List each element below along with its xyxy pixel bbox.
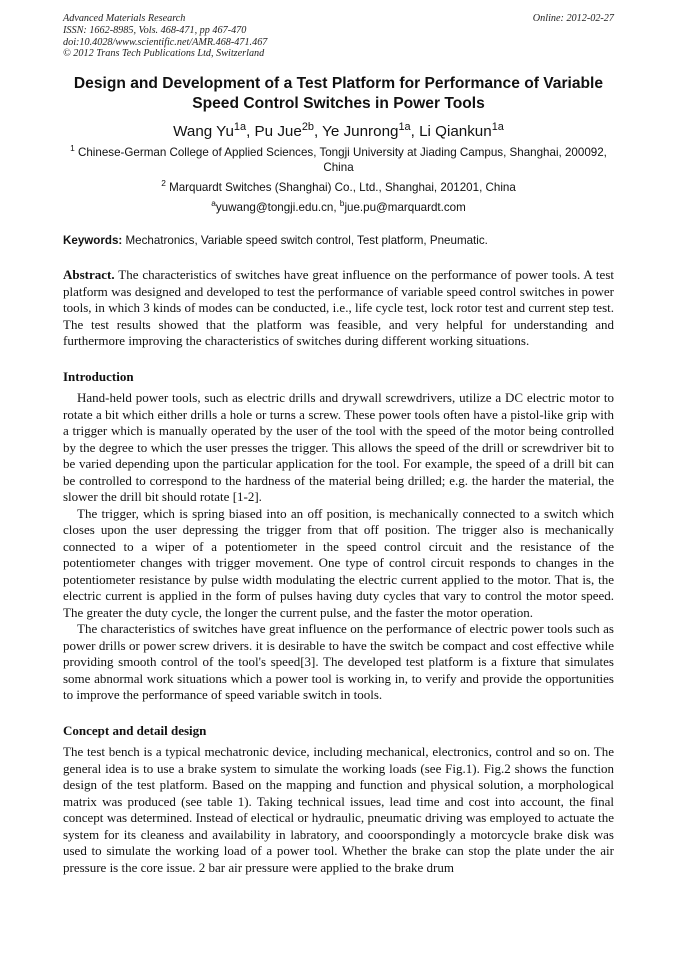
author-name: Wang Yu [173,123,234,141]
author-name: Ye Junrong [322,123,399,141]
section-heading-concept: Concept and detail design [63,722,207,738]
paragraph: The trigger, which is spring biased into an off position, is mechanically connected to a switch which closes upon the user depressing the trigger from that off position. The trigger also is mechanically connected to a wiper of a potentiometer in the speed control circuit and the resistance of the potentiometer changes with trigger movement. One type of control circuit responds to changes in the potentiometer resistance by pulse width modulating the electric current applied to the motor. That is, the electric current is applied in the form of pulses having duty cycles that vary to control the motor speed. The greater the duty cycle, the longer the current pulse, and the faster the motor operation. [63,505,614,620]
abstract [63,267,614,350]
author [419,123,504,140]
keywords [63,233,614,248]
email-sup: a [211,198,216,209]
author [322,123,410,140]
paper-page [63,13,614,876]
author [255,123,314,140]
author-sup: 1a [491,121,504,134]
email-link[interactable]: yuwang@tongji.edu.cn, [215,201,340,215]
issn-line: ISSN: 1662-8985, Vols. 468-471, pp 467-470 [63,24,247,36]
keywords-text: Mechatronics, Variable speed switch control, Test platform, Pneumatic. [122,234,488,248]
doi-line: doi:10.4028/www.scientific.net/AMR.468-471.467 [63,36,268,48]
author-name: Pu Jue [254,123,302,141]
author-list [63,123,614,141]
affiliation-sup: 1 [70,143,75,154]
journal-header [63,13,614,60]
author-separator: , [314,123,323,141]
email-sup: b [339,198,345,209]
affiliation-text: Marquardt Switches (Shanghai) Co., Ltd., Shanghai, 201201, China [169,181,516,195]
email-link[interactable]: jue.pu@marquardt.com [344,201,466,215]
author-name: Li Qiankun [419,123,492,141]
affiliation-text: Chinese-German College of Applied Sciences, Tongji University at Jiading Campus, Shanghai, 200092, China [77,146,607,175]
affiliation-sup: 2 [161,178,166,189]
author-emails [63,200,614,215]
author-separator: , [410,123,420,141]
abstract-text: The characteristics of switches have great influence on the performance of power tools. A test platform was designed and developed to test the performance of variable speed control switches in power tools, in which 3 kinds of modes can be conducted, i.e., life cycle test, lock rotor test and current step test. The test results showed that the platform was feasible, and very helpful for understanding and furthermore improving the characteristics of switches during different working situations. [63,267,614,349]
author-sup: 2b [301,121,314,134]
author-separator: , [246,123,255,141]
author-sup: 1a [398,121,411,134]
copyright-line: © 2012 Trans Tech Publications Ltd, Switzerland [63,48,265,60]
abstract-label: Abstract. [63,267,115,283]
online-date: Online: 2012-02-27 [532,13,614,24]
author [173,123,246,140]
affiliation-2 [63,180,614,195]
author-sup: 1a [233,121,247,134]
paragraph: Hand-held power tools, such as electric drills and drywall screwdrivers, utilize a DC electric motor to rotate a bit which either drills a hole or turns a screw. These power tools often have a pistol-like grip with a trigger which is manually operated by the user of the tool with the speed of the motor being controlled by the degree to which the user presses the trigger. This allows the speed of the drill or screwdriver bit to be varied depending upon the particular application for the tool. For example, the speed of a drill bit can be controlled to correspond to the hardness of the material being drilled; e.g. the harder the material, the slower the drill bit should rotate [1-2]. [63,390,614,505]
paper-title: Design and Development of a Test Platform for Performance of Variable Speed Control Switches in Power Tools [73,75,604,113]
section-heading-introduction: Introduction [63,368,134,384]
keywords-label: Keywords: [63,234,123,248]
journal-name: Advanced Materials Research [63,13,186,24]
affiliation-1 [63,145,614,175]
paragraph: The characteristics of switches have great influence on the performance of electric power tools such as power drills or power screw drivers. it is desirable to have the switch be compact and cost effective while providing smooth control of the tool's speed[3]. The developed test platform is a fixture that simulates some abnormal work situations which a power tool is working in, to verify and provide the opportunities to improve the performance of speed variable switch in tools. [63,621,614,703]
paragraph: The test bench is a typical mechatronic device, including mechanical, electronics, control and so on. The general idea is to use a brake system to simulate the working loads (see Fig.1). Fig.2 shows the function design of the test platform. Based on the mapping and function and physical solution, a morphological matrix was produced (see table 1). Taking technical issues, lead time and cost into account, the final concept was determined. Instead of electical or hydraulic, pneumatic driving was employed to actuate the system for its cleaness and availability in labratory, and cooorspondingly a motorcycle brake disk was used to simulate the working load of a power tool. Whether the brake can stop the plate under the air pressure is the core issue. 2 bar air pressure were applied to the brake drum [63,744,614,875]
